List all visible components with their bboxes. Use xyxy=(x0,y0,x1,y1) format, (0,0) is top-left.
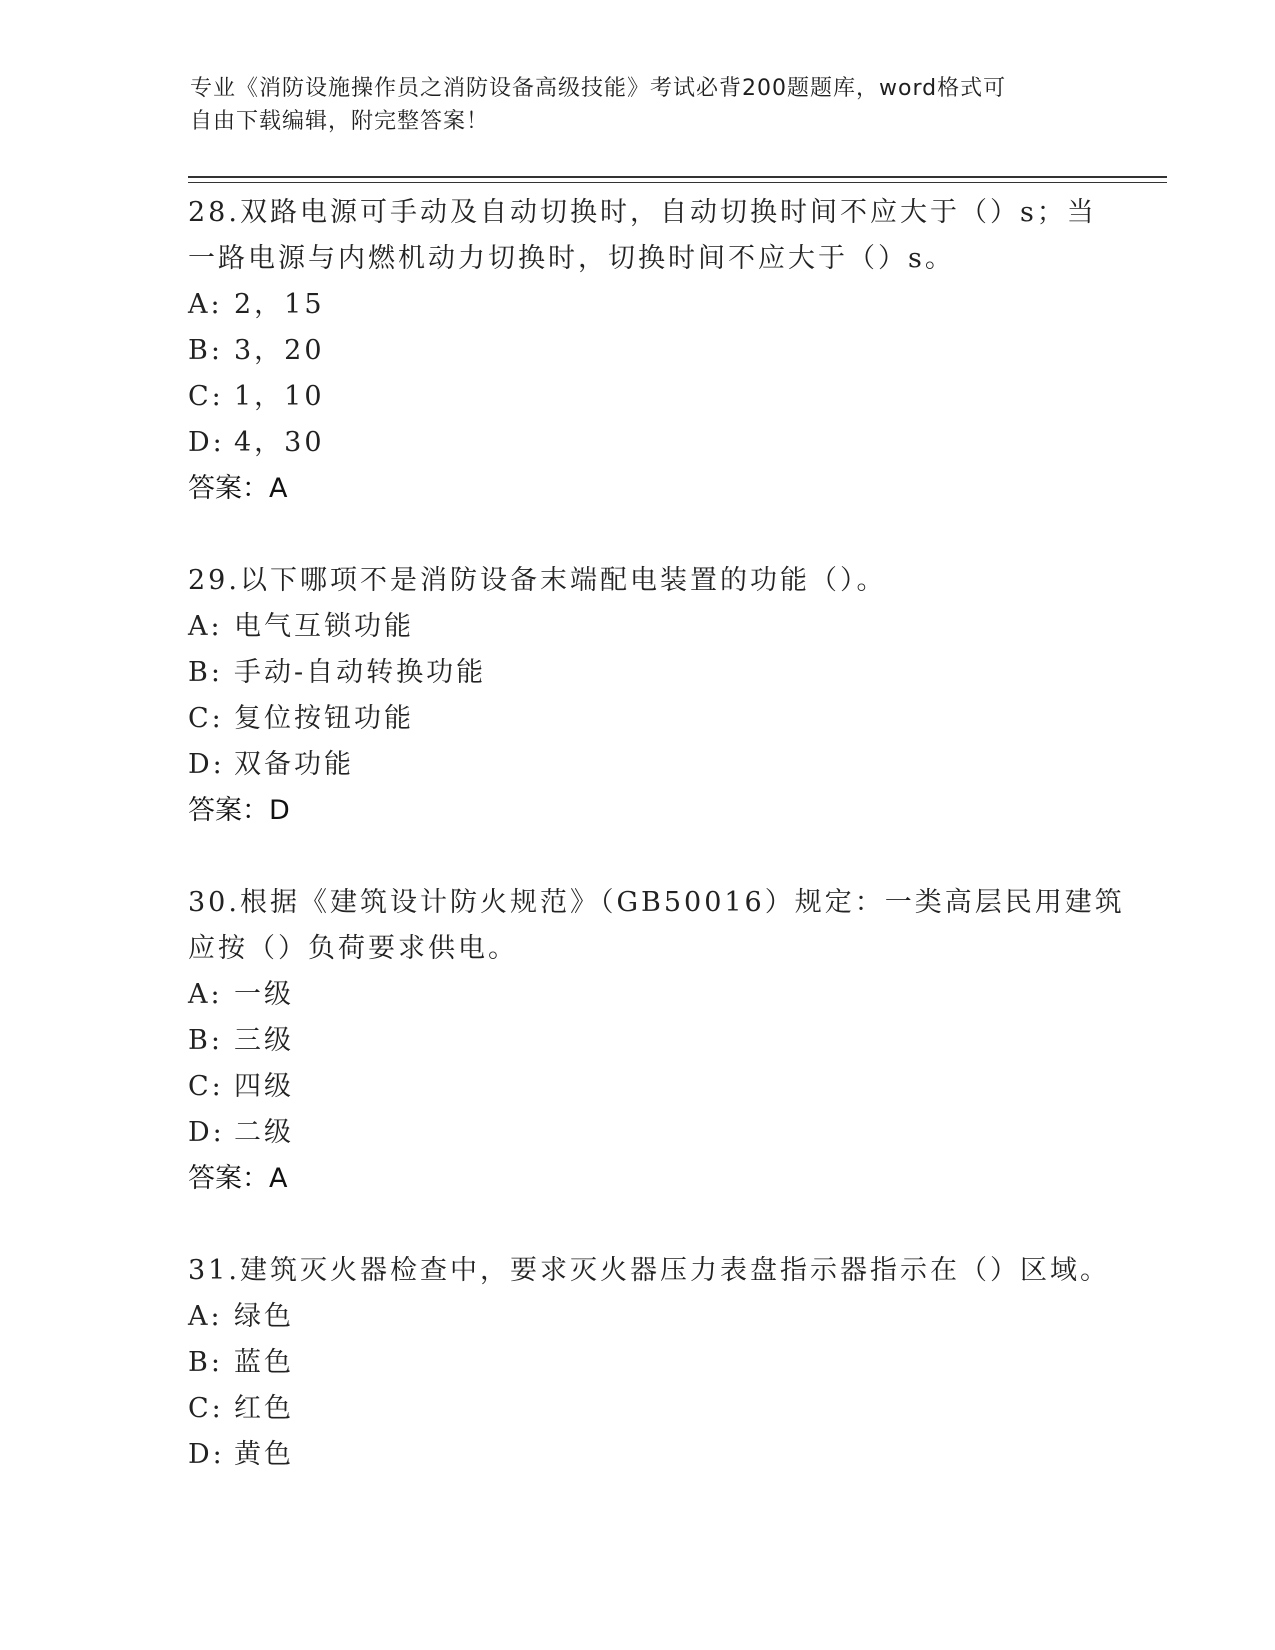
document-header xyxy=(190,72,1070,138)
answer-option xyxy=(188,1294,1088,1340)
answer-option xyxy=(188,1386,1088,1432)
option-letter: A: xyxy=(188,979,223,1010)
option-letter: B: xyxy=(188,1347,223,1378)
option-text: 手动-自动转换功能 xyxy=(234,657,487,688)
question-stem xyxy=(188,880,1125,972)
option-letter: B: xyxy=(188,1025,223,1056)
question-item xyxy=(188,558,1088,834)
answer-option xyxy=(188,420,1088,466)
answer-option xyxy=(188,1432,1088,1478)
option-text: 绿色 xyxy=(234,1301,294,1332)
answer-option xyxy=(188,1340,1088,1386)
option-text: 黄色 xyxy=(234,1439,294,1470)
option-letter: D: xyxy=(188,1117,225,1148)
header-line: 专业《消防设施操作员之消防设备高级技能》考试必背200题题库，word格式可 xyxy=(190,76,1007,101)
option-text: 复位按钮功能 xyxy=(234,703,414,734)
answer-option xyxy=(188,374,1088,420)
question-stem-line: 28.双路电源可手动及自动切换时，自动切换时间不应大于（）s；当 xyxy=(188,197,1097,228)
answer-option xyxy=(188,972,1088,1018)
question-stem xyxy=(188,190,1097,282)
option-letter: A: xyxy=(188,289,223,320)
question-spacer xyxy=(188,512,1088,558)
answer-option xyxy=(188,650,1088,696)
option-letter: A: xyxy=(188,611,223,642)
question-spacer xyxy=(188,834,1088,880)
question-item xyxy=(188,1248,1110,1478)
question-list xyxy=(188,190,1125,1478)
option-text: 电气互锁功能 xyxy=(234,611,414,642)
question-stem xyxy=(188,558,1088,604)
option-letter: C: xyxy=(188,703,224,734)
answer-option xyxy=(188,1064,1088,1110)
answer-option xyxy=(188,604,1088,650)
answer-key: 答案：A xyxy=(188,473,288,504)
question-stem-line: 一路电源与内燃机动力切换时，切换时间不应大于（）s。 xyxy=(188,243,955,274)
question-spacer xyxy=(188,1202,1088,1248)
option-text: 2，15 xyxy=(234,289,325,320)
option-letter: D: xyxy=(188,1439,225,1470)
answer-option xyxy=(188,282,1088,328)
option-text: 二级 xyxy=(234,1117,294,1148)
option-letter: C: xyxy=(188,1071,224,1102)
option-text: 三级 xyxy=(234,1025,294,1056)
option-letter: C: xyxy=(188,1393,224,1424)
header-line: 自由下载编辑，附完整答案！ xyxy=(190,109,490,134)
question-stem-line: 30.根据《建筑设计防火规范》（GB50016）规定：一类高层民用建筑 xyxy=(188,887,1125,918)
question-stem-line: 29.以下哪项不是消防设备末端配电装置的功能（）。 xyxy=(188,565,887,596)
question-stem xyxy=(188,1248,1110,1294)
option-letter: C: xyxy=(188,381,224,412)
header-rule xyxy=(188,182,1167,183)
option-text: 红色 xyxy=(234,1393,294,1424)
option-letter: B: xyxy=(188,657,223,688)
answer-option xyxy=(188,328,1088,374)
question-item xyxy=(188,880,1125,1202)
option-letter: D: xyxy=(188,749,225,780)
option-text: 一级 xyxy=(234,979,294,1010)
question-stem-line: 31.建筑灭火器检查中，要求灭火器压力表盘指示器指示在（）区域。 xyxy=(188,1255,1110,1286)
option-letter: B: xyxy=(188,335,223,366)
answer-option xyxy=(188,696,1088,742)
answer-key: 答案：A xyxy=(188,1163,288,1194)
option-text: 1，10 xyxy=(234,381,325,412)
answer-option xyxy=(188,742,1088,788)
question-stem-line: 应按（）负荷要求供电。 xyxy=(188,933,518,964)
answer-option xyxy=(188,1018,1088,1064)
option-text: 双备功能 xyxy=(234,749,354,780)
option-text: 3，20 xyxy=(234,335,325,366)
question-item xyxy=(188,190,1097,512)
answer-option xyxy=(188,1110,1088,1156)
option-text: 4，30 xyxy=(234,427,325,458)
option-text: 蓝色 xyxy=(234,1347,294,1378)
option-text: 四级 xyxy=(234,1071,294,1102)
option-letter: A: xyxy=(188,1301,223,1332)
answer-key: 答案：D xyxy=(188,795,290,826)
header-rule xyxy=(188,176,1167,178)
option-letter: D: xyxy=(188,427,225,458)
